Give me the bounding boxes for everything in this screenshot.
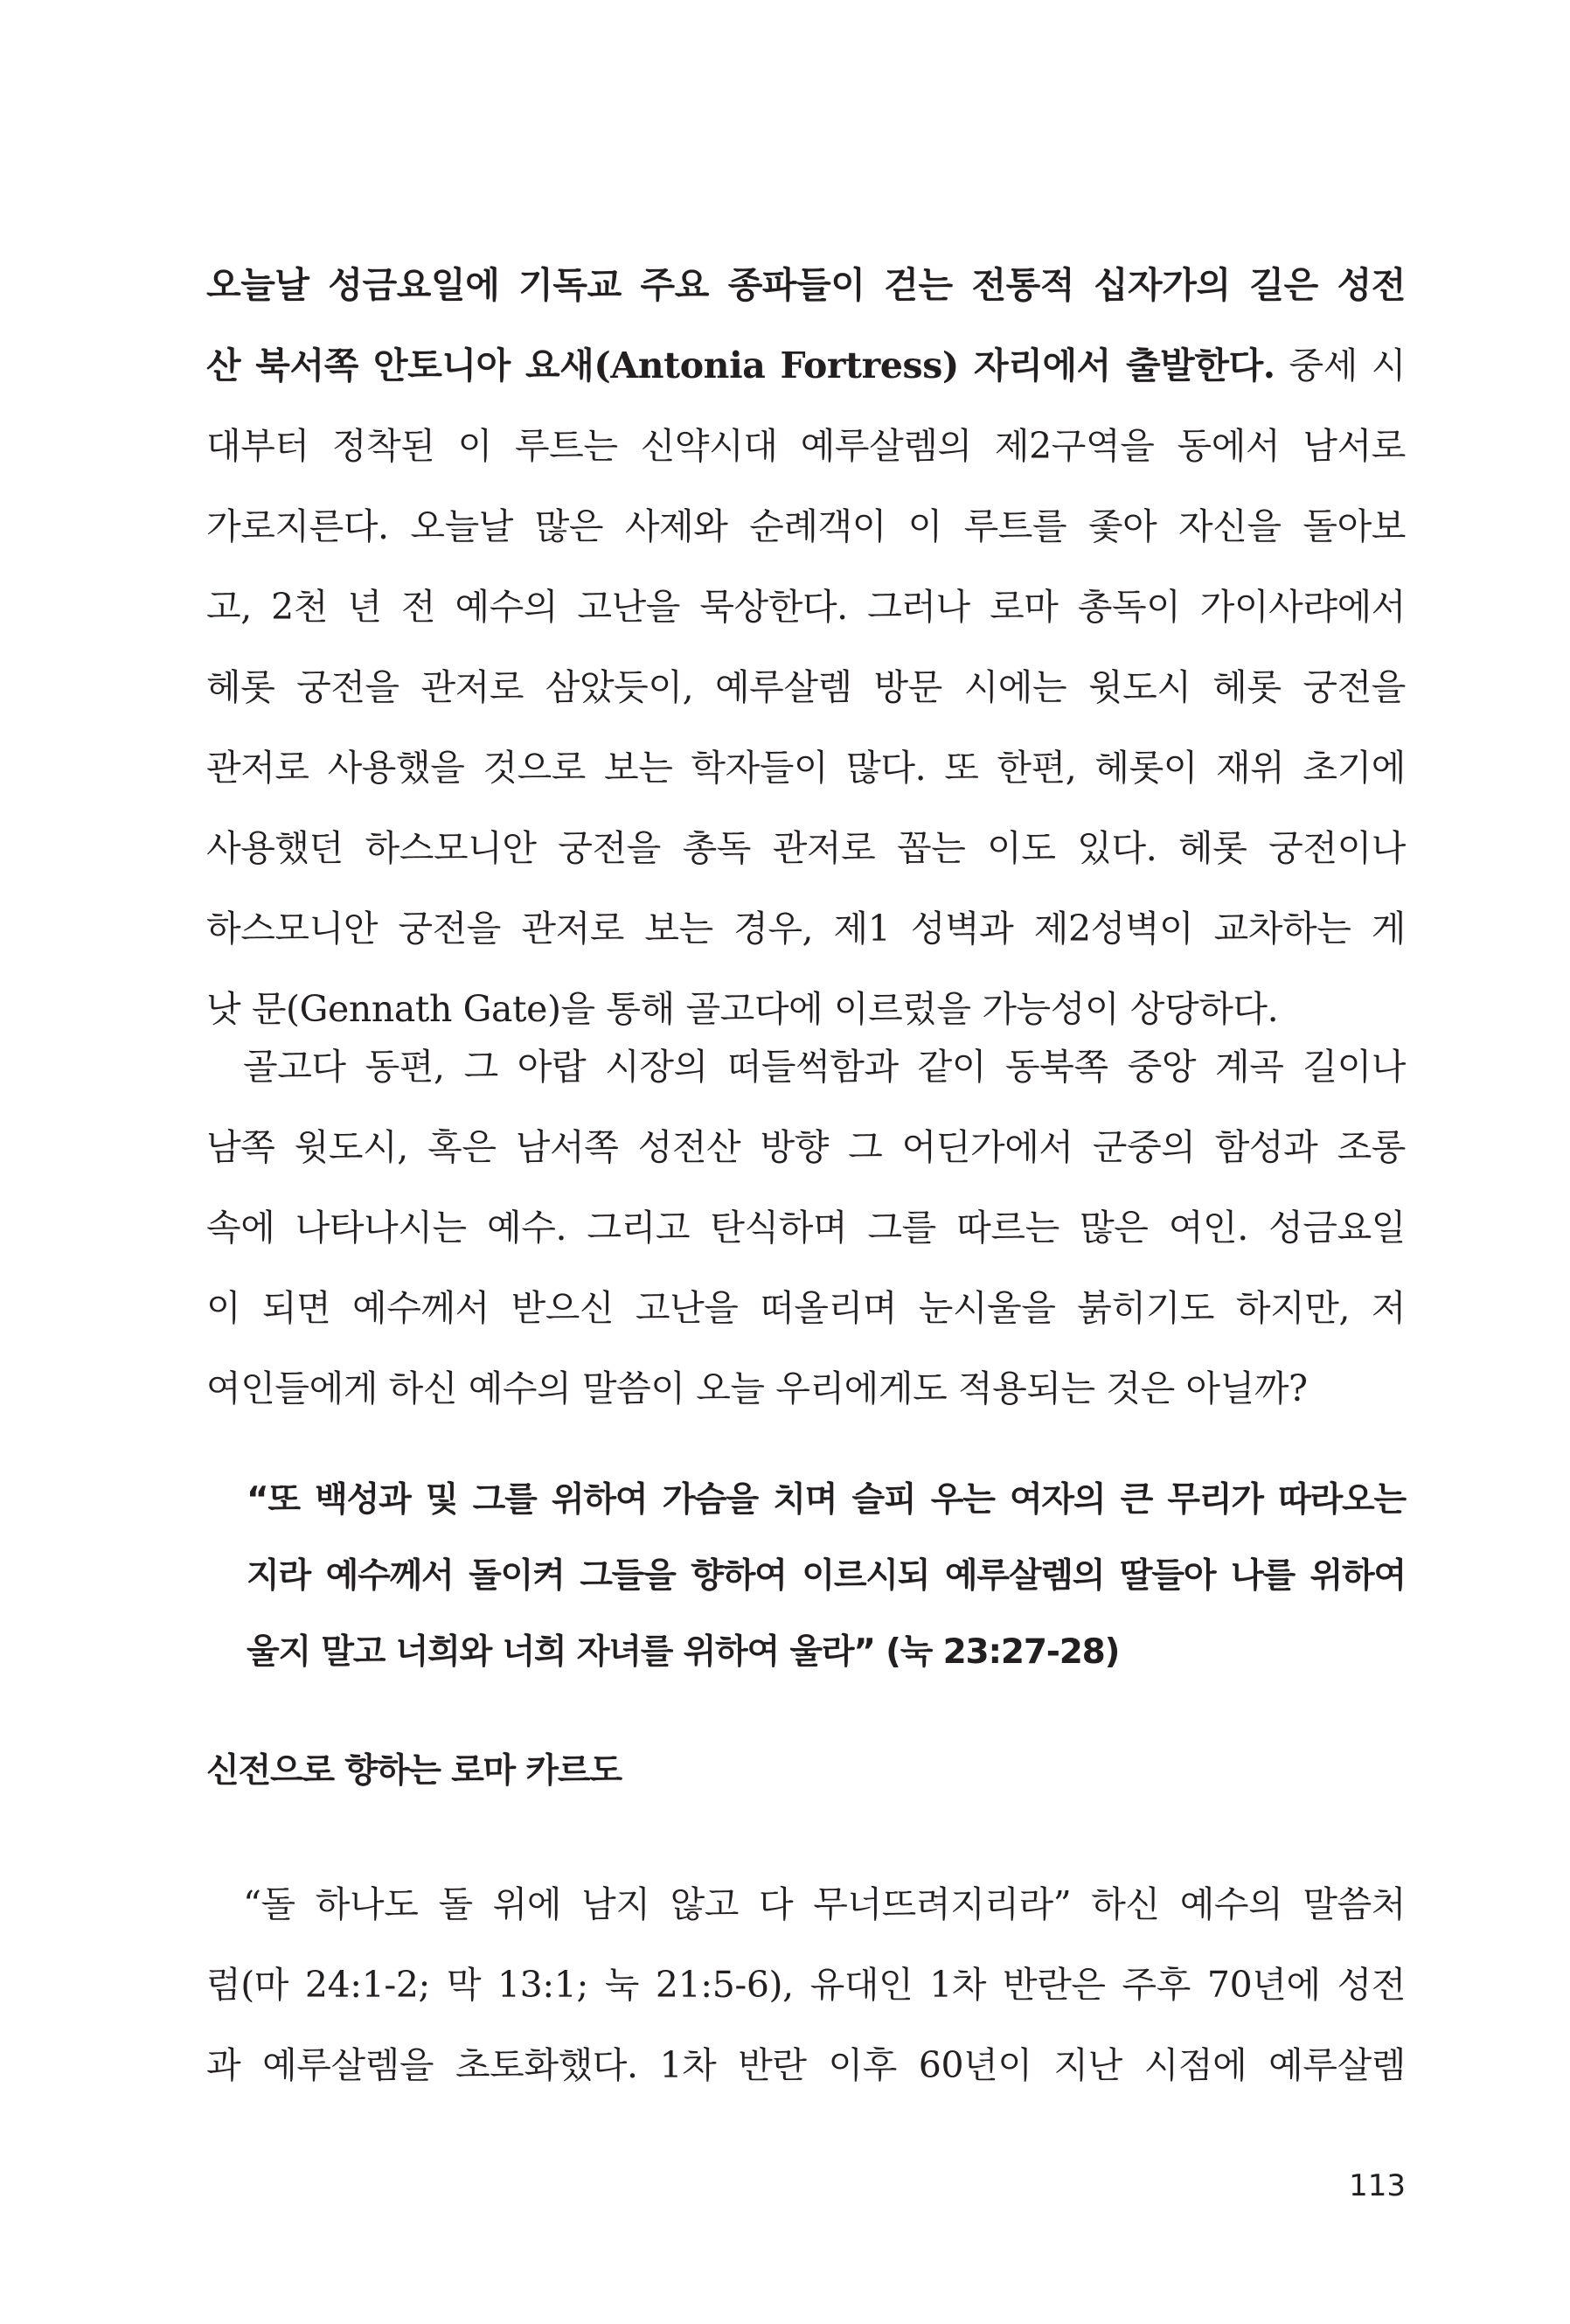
text-line: 속에 나타나시는 예수. 그리고 탄식하며 그를 따르는 많은 여인. 성금요일 <box>206 1207 1406 1249</box>
text-line: 고, 2천 년 전 예수의 고난을 묵상한다. 그러나 로마 총독이 가이사랴에서 <box>206 586 1406 628</box>
text-line: “돌 하나도 돌 위에 남지 않고 다 무너뜨려지리라” 하신 예수의 말씀처 <box>243 1883 1406 1925</box>
quote-line: 지라 예수께서 돌이켜 그들을 향하여 이르시되 예루살렘의 딸들아 나를 위하여 <box>247 1556 1406 1596</box>
page-number: 113 <box>1349 2168 1406 2203</box>
text-line: 대부터 정착된 이 루트는 신약시대 예루살렘의 제2구역을 동에서 남서로 <box>206 425 1406 467</box>
text-line: 이 되면 예수께서 받으신 고난을 떠올리며 눈시울을 붉히기도 하지만, 저 <box>206 1287 1406 1329</box>
text-line: 하스모니안 궁전을 관저로 보는 경우, 제1 성벽과 제2성벽이 교차하는 게 <box>206 908 1406 950</box>
text-line: 골고다 동편, 그 아랍 시장의 떠들썩함과 같이 동북쪽 중앙 계곡 길이나 <box>243 1046 1406 1088</box>
quote-line: 울지 말고 너희와 너희 자녀를 위하여 울라” (눅 23:27-28) <box>247 1632 1120 1672</box>
text-line: 오늘날 성금요일에 기독교 주요 종파들이 걷는 전통적 십자가의 길은 성전 <box>206 264 1406 306</box>
text-line: 헤롯 궁전을 관저로 삼았듯이, 예루살렘 방문 시에는 윗도시 헤롯 궁전을 <box>206 666 1406 708</box>
text-line: 사용했던 하스모니안 궁전을 총독 관저로 꼽는 이도 있다. 헤롯 궁전이나 <box>206 827 1406 869</box>
section-heading: 신전으로 향하는 로마 카르도 <box>206 1751 622 1791</box>
text-line: 낫 문(Gennath Gate)을 통해 골고다에 이르렀을 가능성이 상당하다. <box>206 988 1279 1030</box>
bold-phrase: 산 북서쪽 안토니아 요새(Antonia Fortress) 자리에서 출발한다. <box>206 344 1275 386</box>
scripture-quote <box>247 1462 1406 1690</box>
text-line <box>206 325 1406 406</box>
paragraph-golgotha <box>206 1026 1406 1429</box>
text-line: 남쪽 윗도시, 혹은 남서쪽 성전산 방향 그 어딘가에서 군중의 함성과 조롱 <box>206 1126 1406 1168</box>
text-line: 과 예루살렘을 초토화했다. 1차 반란 이후 60년이 지난 시점에 예루살렘 <box>206 2044 1406 2086</box>
text-line: 관저로 사용했을 것으로 보는 학자들이 많다. 또 한편, 헤롯이 재위 초기에 <box>206 747 1406 789</box>
paragraph-roman-cardo <box>206 1864 1406 2105</box>
text-line: 여인들에게 하신 예수의 말씀이 오늘 우리에게도 적용되는 것은 아닐까? <box>206 1367 1308 1409</box>
text-fragment: 중세 시 <box>1275 344 1406 386</box>
paragraph-antonia-fortress <box>206 245 1406 1049</box>
text-line: 가로지른다. 오늘날 많은 사제와 순례객이 이 루트를 좇아 자신을 돌아보 <box>206 505 1406 547</box>
text-line: 럼(마 24:1-2; 막 13:1; 눅 21:5-6), 유대인 1차 반란은 주후 70년에 성전 <box>206 1964 1406 2006</box>
quote-line: “또 백성과 및 그를 위하여 가슴을 치며 슬피 우는 여자의 큰 무리가 따라오는 <box>247 1480 1406 1520</box>
